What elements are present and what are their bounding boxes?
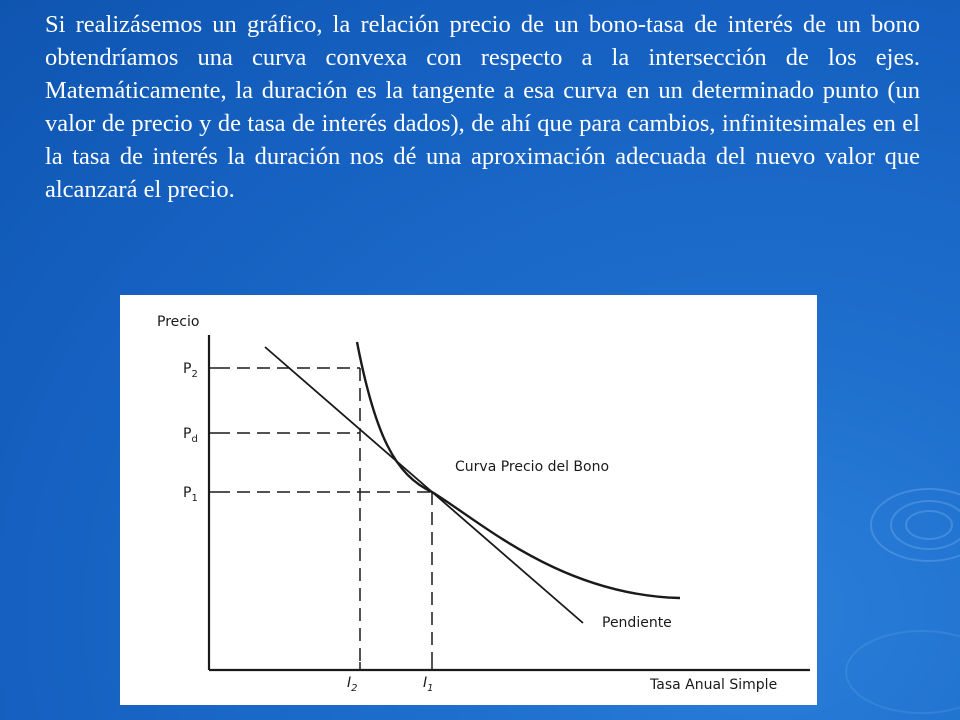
label-i2: [347, 675, 358, 694]
label-p2-sub: 2: [191, 369, 198, 380]
label-i2-base: I: [347, 675, 352, 691]
label-i2-sub: 2: [351, 683, 358, 694]
label-p1-sub: 1: [191, 493, 198, 504]
label-p2: [183, 361, 198, 380]
label-i1-base: I: [423, 675, 428, 691]
label-pd-sub: d: [191, 434, 198, 445]
background-ripple: [845, 630, 960, 714]
price-yield-diagram: [120, 295, 817, 705]
y-axis-label: Precio: [157, 314, 200, 330]
curve-label: Curva Precio del Bono: [455, 459, 610, 475]
label-p2-base: P: [183, 361, 192, 377]
label-p1-base: P: [183, 485, 192, 501]
slide-paragraph: Si realizásemos un gráfico, la relación precio de un bono-tasa de interés de un bono obtendríamos una curva convexa con respecto a la intersección de los ejes. Matemáticamente, la duración es la tangente a esa curva en un determinado punto (un valor de precio y de tasa de interés dados), de ahí que para cambios, infinitesimales en el la tasa de interés la duración nos dé una aproximación adecuada del nuevo valor que alcanzará el precio.: [45, 11, 920, 203]
label-pd-base: P: [183, 426, 192, 442]
tangent-label: Pendiente: [602, 615, 672, 631]
x-axis-label: Tasa Anual Simple: [650, 677, 778, 693]
label-p1: [183, 485, 198, 504]
label-i1: [423, 675, 434, 694]
label-pd: [183, 426, 198, 445]
label-i1-sub: 1: [427, 683, 434, 694]
background-ripple: [870, 488, 960, 562]
tangent-line: [265, 347, 583, 623]
bond-price-yield-figure: [120, 295, 817, 705]
